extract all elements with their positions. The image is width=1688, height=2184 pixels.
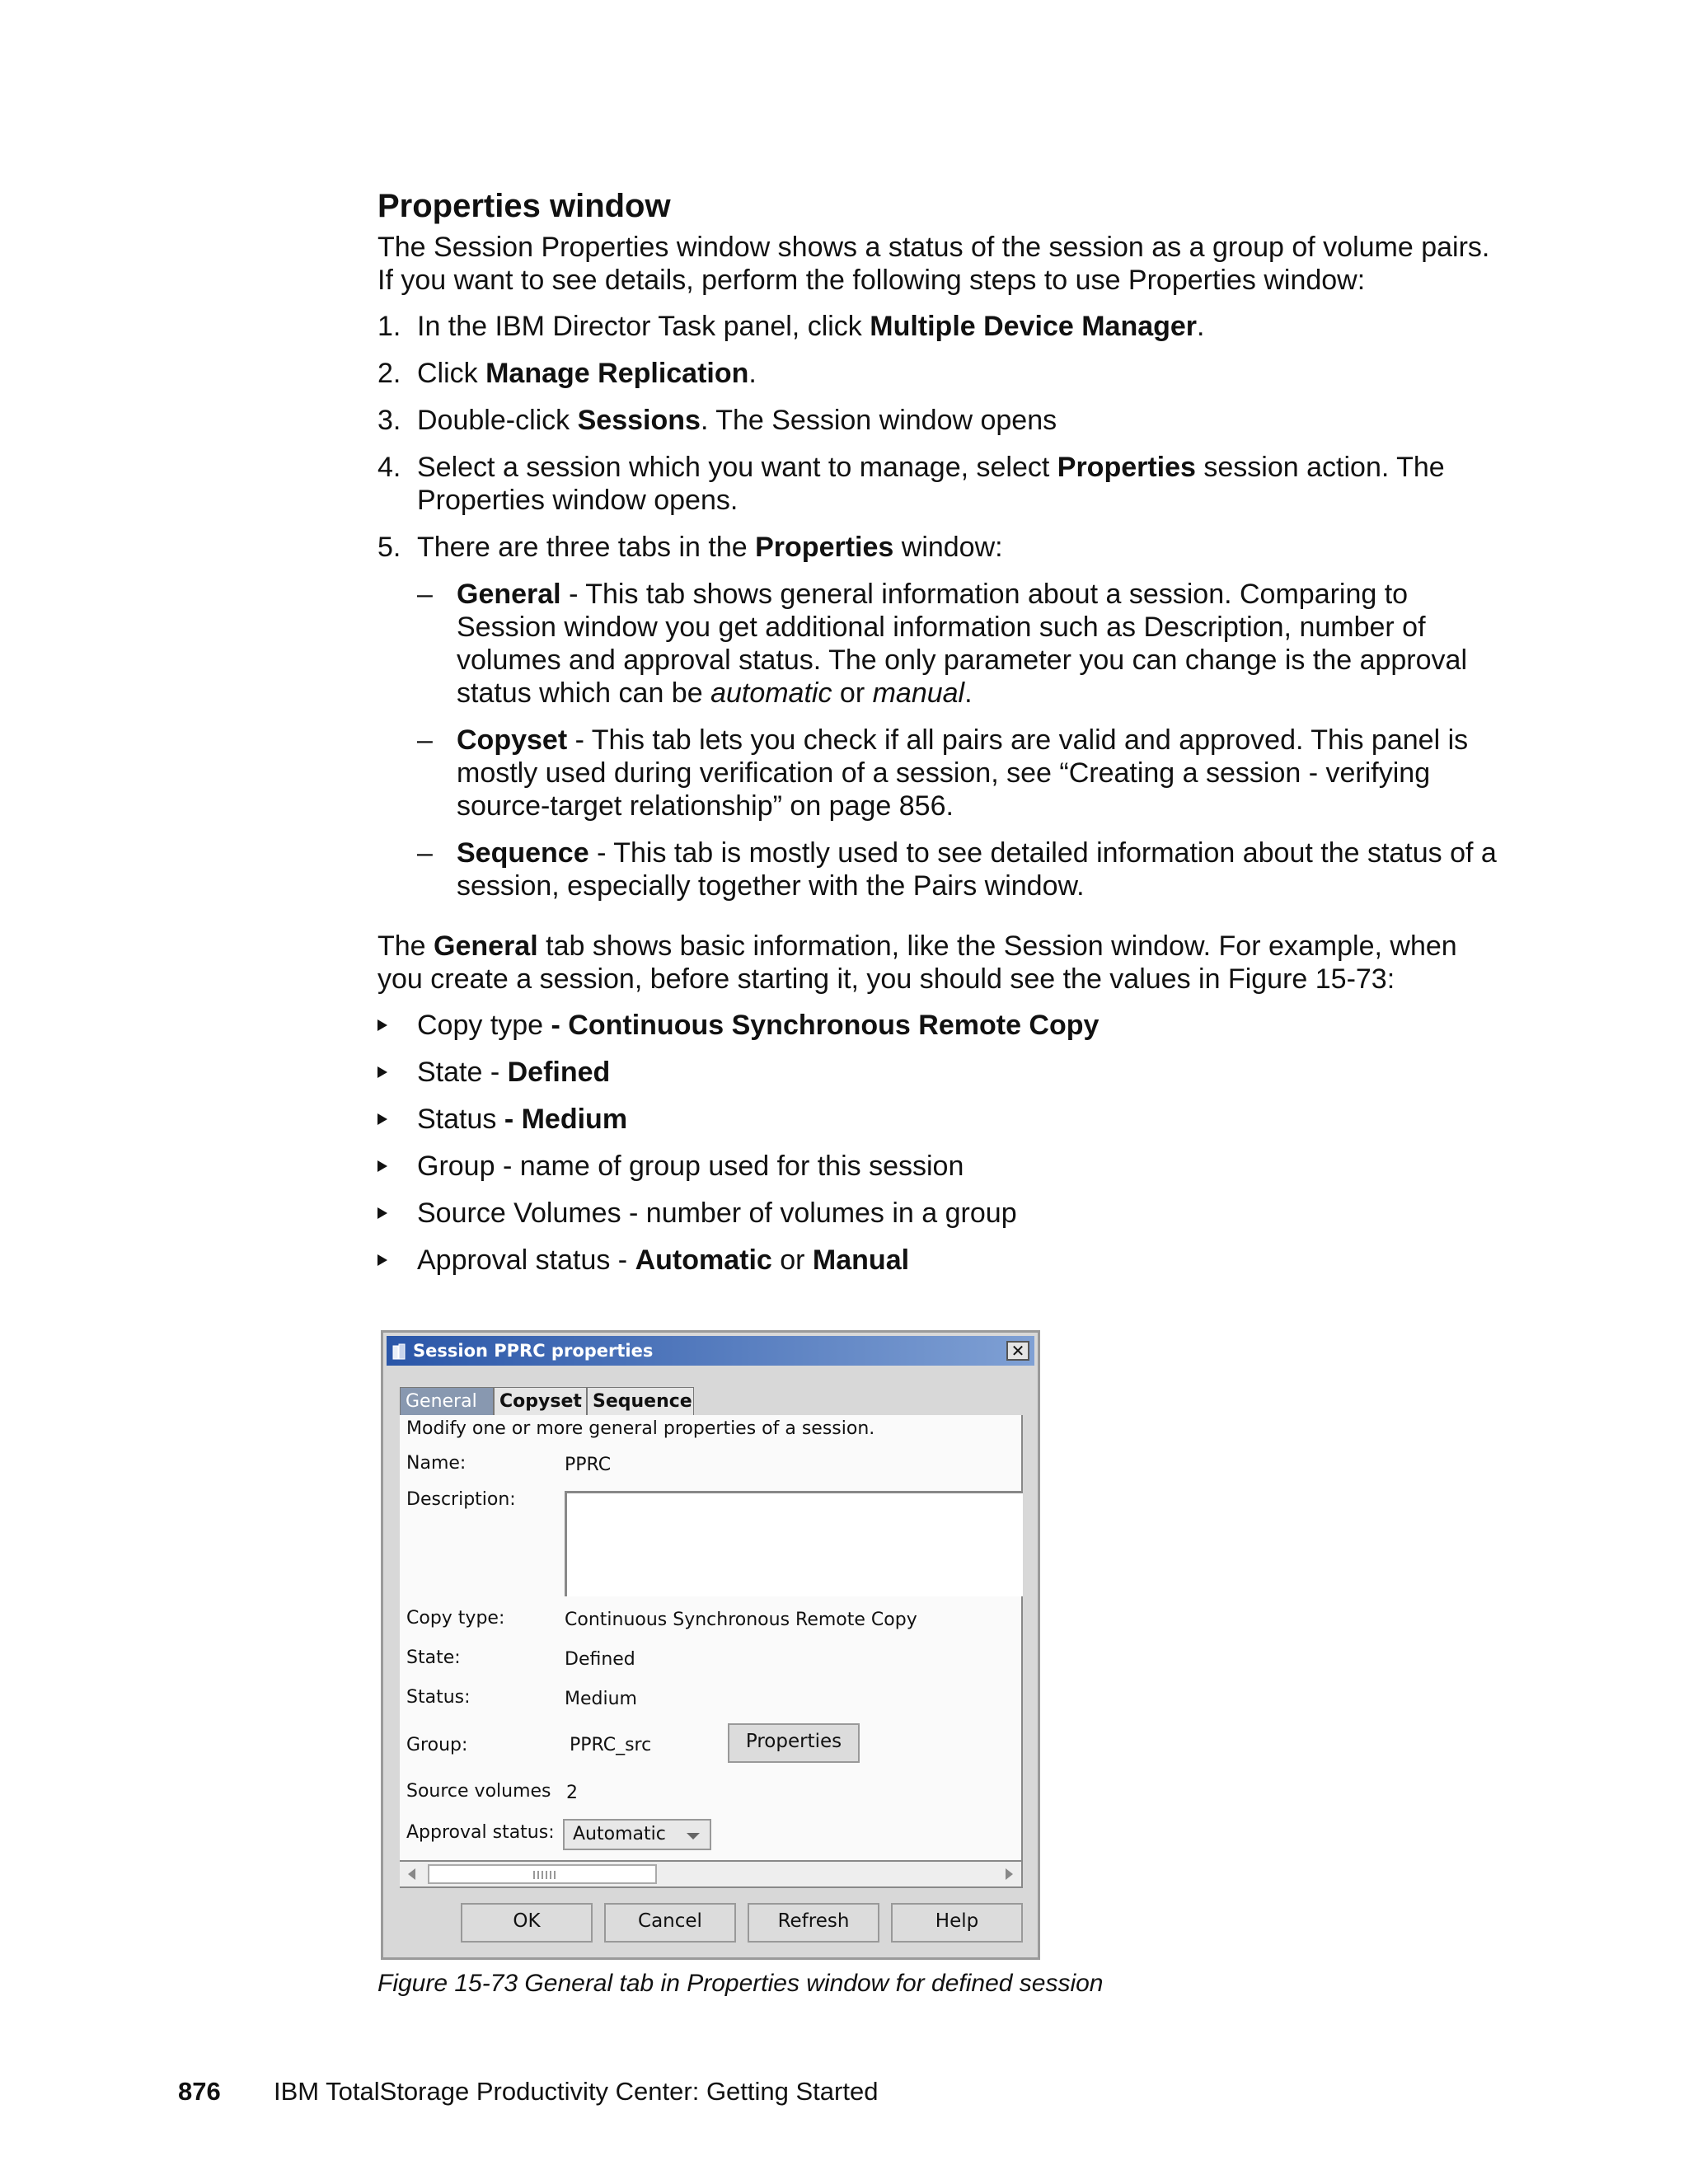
page-body (377, 186, 1507, 1291)
tab-description-list (377, 578, 1507, 902)
approval-status-select[interactable] (563, 1819, 711, 1850)
status-value: Medium (565, 1689, 637, 1709)
name-label: Name: (406, 1453, 467, 1474)
state-label: State: (406, 1647, 461, 1668)
bullet-triangle-icon (377, 1254, 387, 1266)
general-paragraph: The General tab shows basic information, like the Session window. For example, when you create a session, before starting it, you should see the values in Figure 15-73: (377, 930, 1457, 995)
dialog-titlebar[interactable] (387, 1336, 1034, 1366)
step-1: 1. In the IBM Director Task panel, click Multiple Device Manager. (377, 311, 1205, 342)
bullet-source-volumes: Source Volumes - number of volumes in a group (377, 1197, 1507, 1230)
description-label: Description: (406, 1489, 516, 1510)
book-title: IBM TotalStorage Productivity Center: Getting Started (274, 2077, 879, 2106)
scroll-left-icon[interactable] (408, 1868, 415, 1880)
bullet-group: Group - name of group used for this session (377, 1150, 1507, 1183)
bullet-approval-status: Approval status - Automatic or Manual (377, 1244, 1507, 1277)
step-4: 4. Select a session which you want to manage, select Properties session action. The Properties window opens. (377, 452, 1445, 516)
general-tab-description: – General - This tab shows general information about a session. Comparing to Session window you get additional information such as Description, number of volumes and approval status. The only parameter you can change is the approval status which can be automatic or manual. (417, 579, 1467, 709)
intro-paragraph: The Session Properties window shows a status of the session as a group of volume pairs. If you want to see details, perform the following steps to use Properties window: (377, 232, 1490, 296)
scroll-thumb[interactable] (428, 1864, 657, 1884)
session-icon (392, 1343, 406, 1361)
copy-type-value: Continuous Synchronous Remote Copy (565, 1610, 917, 1630)
step-2: 2. Click Manage Replication. (377, 358, 757, 389)
general-panel (400, 1415, 1023, 1888)
bullet-copy-type: Copy type - Continuous Synchronous Remote Copy (377, 1009, 1507, 1042)
copy-type-label: Copy type: (406, 1608, 505, 1629)
step-3: 3. Double-click Sessions. The Session window opens (377, 405, 1057, 436)
tab-general[interactable]: General (400, 1387, 494, 1415)
session-properties-dialog (381, 1330, 1040, 1960)
chevron-down-icon (687, 1833, 700, 1840)
help-button[interactable]: Help (891, 1903, 1023, 1943)
group-value: PPRC_src (570, 1735, 652, 1755)
page-number: 876 (178, 2077, 221, 2106)
state-value: Defined (565, 1649, 635, 1670)
bullet-triangle-icon (377, 1160, 387, 1172)
figure-caption: Figure 15-73 General tab in Properties window for defined session (377, 1970, 1104, 1997)
tab-sequence[interactable]: Sequence (587, 1387, 694, 1415)
approval-status-value: Automatic (573, 1824, 666, 1844)
group-properties-button[interactable]: Properties (728, 1723, 860, 1763)
description-field[interactable] (565, 1491, 1023, 1596)
step-5: 5. There are three tabs in the Properties window: (377, 532, 1003, 563)
horizontal-scrollbar[interactable] (400, 1860, 1021, 1888)
cancel-button[interactable]: Cancel (604, 1903, 736, 1943)
approval-status-label: Approval status: (406, 1822, 555, 1843)
refresh-button[interactable]: Refresh (748, 1903, 879, 1943)
bullet-status: Status - Medium (377, 1103, 1507, 1136)
source-volumes-value: 2 (566, 1783, 578, 1803)
bullet-triangle-icon (377, 1066, 387, 1078)
close-icon[interactable]: ✕ (1006, 1341, 1029, 1361)
page-footer (178, 2077, 878, 2107)
bullet-triangle-icon (377, 1113, 387, 1125)
grip-icon (533, 1871, 556, 1879)
bullet-state: State - Defined (377, 1056, 1507, 1089)
status-label: Status: (406, 1687, 471, 1708)
section-title: Properties window (377, 188, 671, 224)
panel-hint: Modify one or more general properties of a session. (406, 1418, 875, 1439)
scroll-right-icon[interactable] (1006, 1868, 1013, 1880)
group-label: Group: (406, 1735, 468, 1755)
bullet-triangle-icon (377, 1019, 387, 1031)
sequence-tab-description: – Sequence - This tab is mostly used to see detailed information about the status of a session, especially together with the Pairs window. (417, 837, 1497, 902)
copyset-tab-description: – Copyset - This tab lets you check if all pairs are valid and approved. This panel is mostly used during verification of a session, see “Creating a session - verifying source-target relationship” on page 856. (417, 724, 1469, 822)
bullet-triangle-icon (377, 1207, 387, 1219)
ok-button[interactable]: OK (461, 1903, 593, 1943)
dialog-title: Session PPRC properties (413, 1341, 654, 1361)
name-value: PPRC (565, 1455, 612, 1475)
tab-copyset[interactable]: Copyset (494, 1387, 587, 1415)
source-volumes-label: Source volumes (406, 1781, 551, 1802)
